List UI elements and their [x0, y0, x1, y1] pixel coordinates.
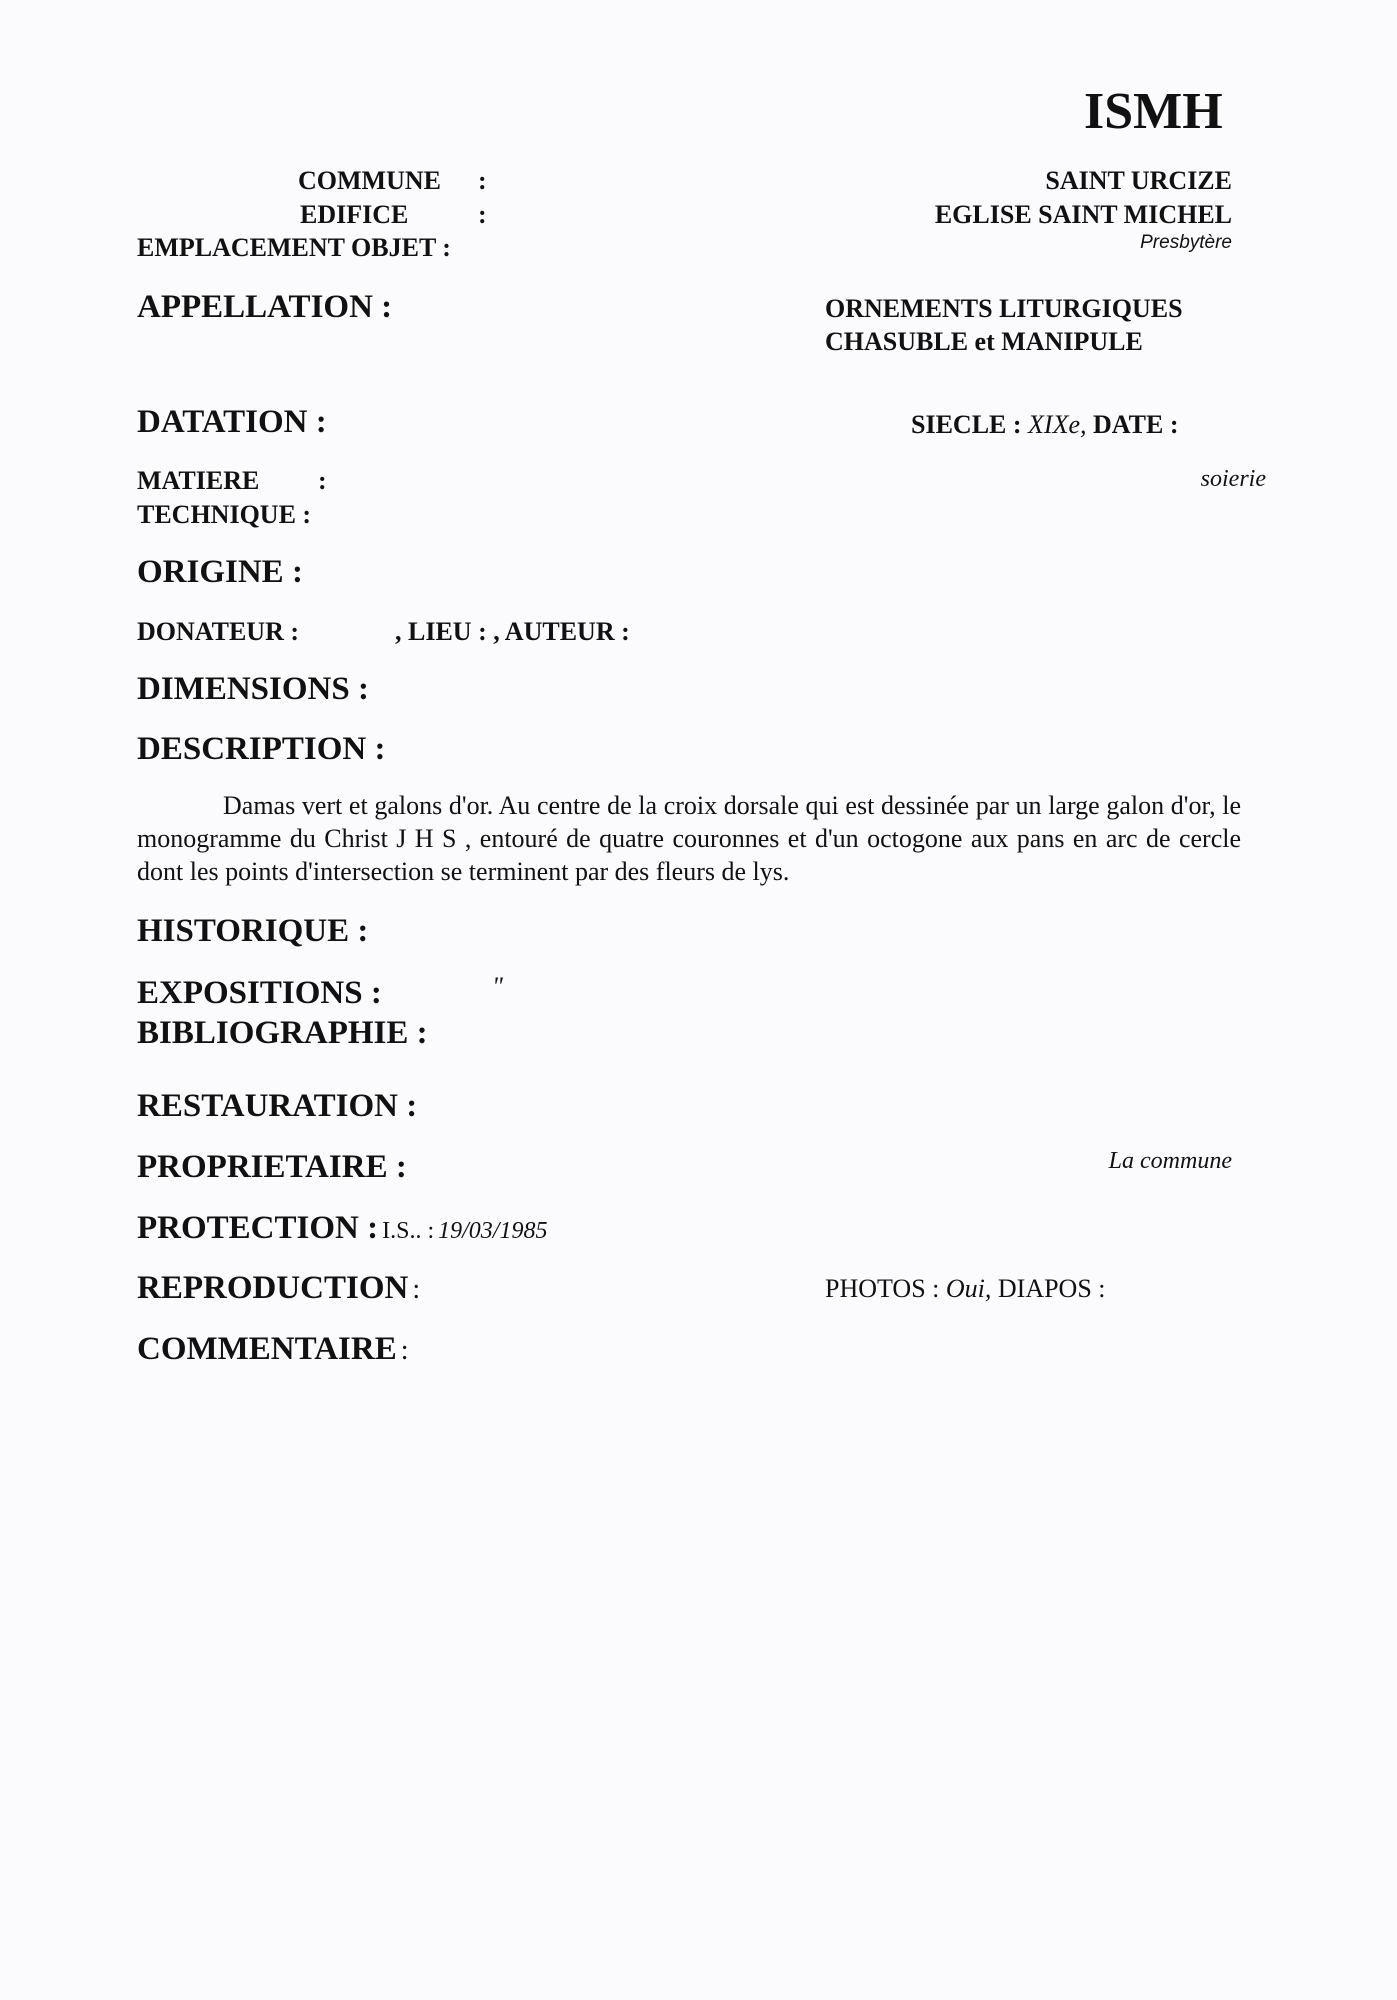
- proprietaire-value: La commune: [1108, 1148, 1232, 1174]
- edifice-colon: :: [478, 200, 487, 229]
- origine-label: ORIGINE :: [137, 554, 303, 590]
- appellation-line2: CHASUBLE et MANIPULE: [825, 327, 1143, 356]
- photos-label: PHOTOS :: [825, 1274, 940, 1303]
- ismh-heading: ISMH: [1084, 83, 1223, 140]
- emplacement-label: EMPLACEMENT OBJET :: [137, 233, 451, 262]
- datation-label: DATATION :: [137, 404, 327, 440]
- commentaire-colon: :: [400, 1335, 409, 1366]
- protection-date: 19/03/1985: [438, 1218, 548, 1244]
- reproduction-line: [137, 1270, 420, 1307]
- matiere-label: MATIERE: [137, 466, 260, 495]
- commentaire-label: COMMENTAIRE: [137, 1331, 397, 1367]
- commune-label: COMMUNE: [298, 166, 441, 195]
- proprietaire-label: PROPRIETAIRE :: [137, 1149, 407, 1185]
- edifice-value: EGLISE SAINT MICHEL: [934, 200, 1232, 229]
- restauration-label: RESTAURATION :: [137, 1088, 418, 1124]
- description-text: Damas vert et galons d'or. Au centre de la croix dorsale qui est dessinée par un large galon d'or, le monogramme du Christ J H S , entouré de quatre couronnes et d'un octogone aux pans en arc de cercle dont les points d'intersection se terminent par des fleurs de lys.: [137, 791, 1241, 886]
- commune-value: SAINT URCIZE: [1045, 166, 1232, 195]
- bibliographie-label: BIBLIOGRAPHIE :: [137, 1015, 428, 1051]
- dimensions-label: DIMENSIONS :: [137, 671, 369, 707]
- protection-label: PROTECTION :: [137, 1210, 379, 1246]
- donateur-label: DONATEUR :: [137, 617, 300, 646]
- commune-colon: :: [478, 166, 487, 195]
- appellation-line1: ORNEMENTS LITURGIQUES: [825, 294, 1183, 323]
- technique-label: TECHNIQUE :: [137, 500, 312, 529]
- reproduction-colon: :: [412, 1274, 421, 1305]
- lieu-auteur-labels: , LIEU : , AUTEUR :: [395, 617, 630, 646]
- photos-line: [825, 1274, 1106, 1304]
- protection-type: I.S.. :: [382, 1218, 435, 1244]
- siecle-label: SIECLE :: [911, 410, 1022, 439]
- siecle-value: XIXe,: [1028, 410, 1087, 439]
- matiere-colon: :: [318, 466, 327, 495]
- commentaire-line: [137, 1331, 409, 1368]
- reproduction-label: REPRODUCTION: [137, 1270, 409, 1306]
- diapos-label: DIAPOS :: [997, 1274, 1106, 1303]
- siecle-line: [911, 410, 1178, 440]
- date-label: DATE :: [1093, 410, 1179, 439]
- emplacement-value: Presbytère: [1140, 232, 1232, 253]
- expositions-label: EXPOSITIONS :: [137, 975, 382, 1011]
- protection-line: [137, 1210, 547, 1247]
- appellation-label: APPELLATION :: [137, 289, 393, 325]
- photos-value: Oui,: [945, 1274, 992, 1303]
- edifice-label: EDIFICE: [300, 200, 409, 229]
- matiere-value: soierie: [1200, 466, 1266, 492]
- expositions-value: ": [492, 972, 503, 1001]
- description-label: DESCRIPTION :: [137, 731, 386, 767]
- historique-label: HISTORIQUE :: [137, 913, 369, 949]
